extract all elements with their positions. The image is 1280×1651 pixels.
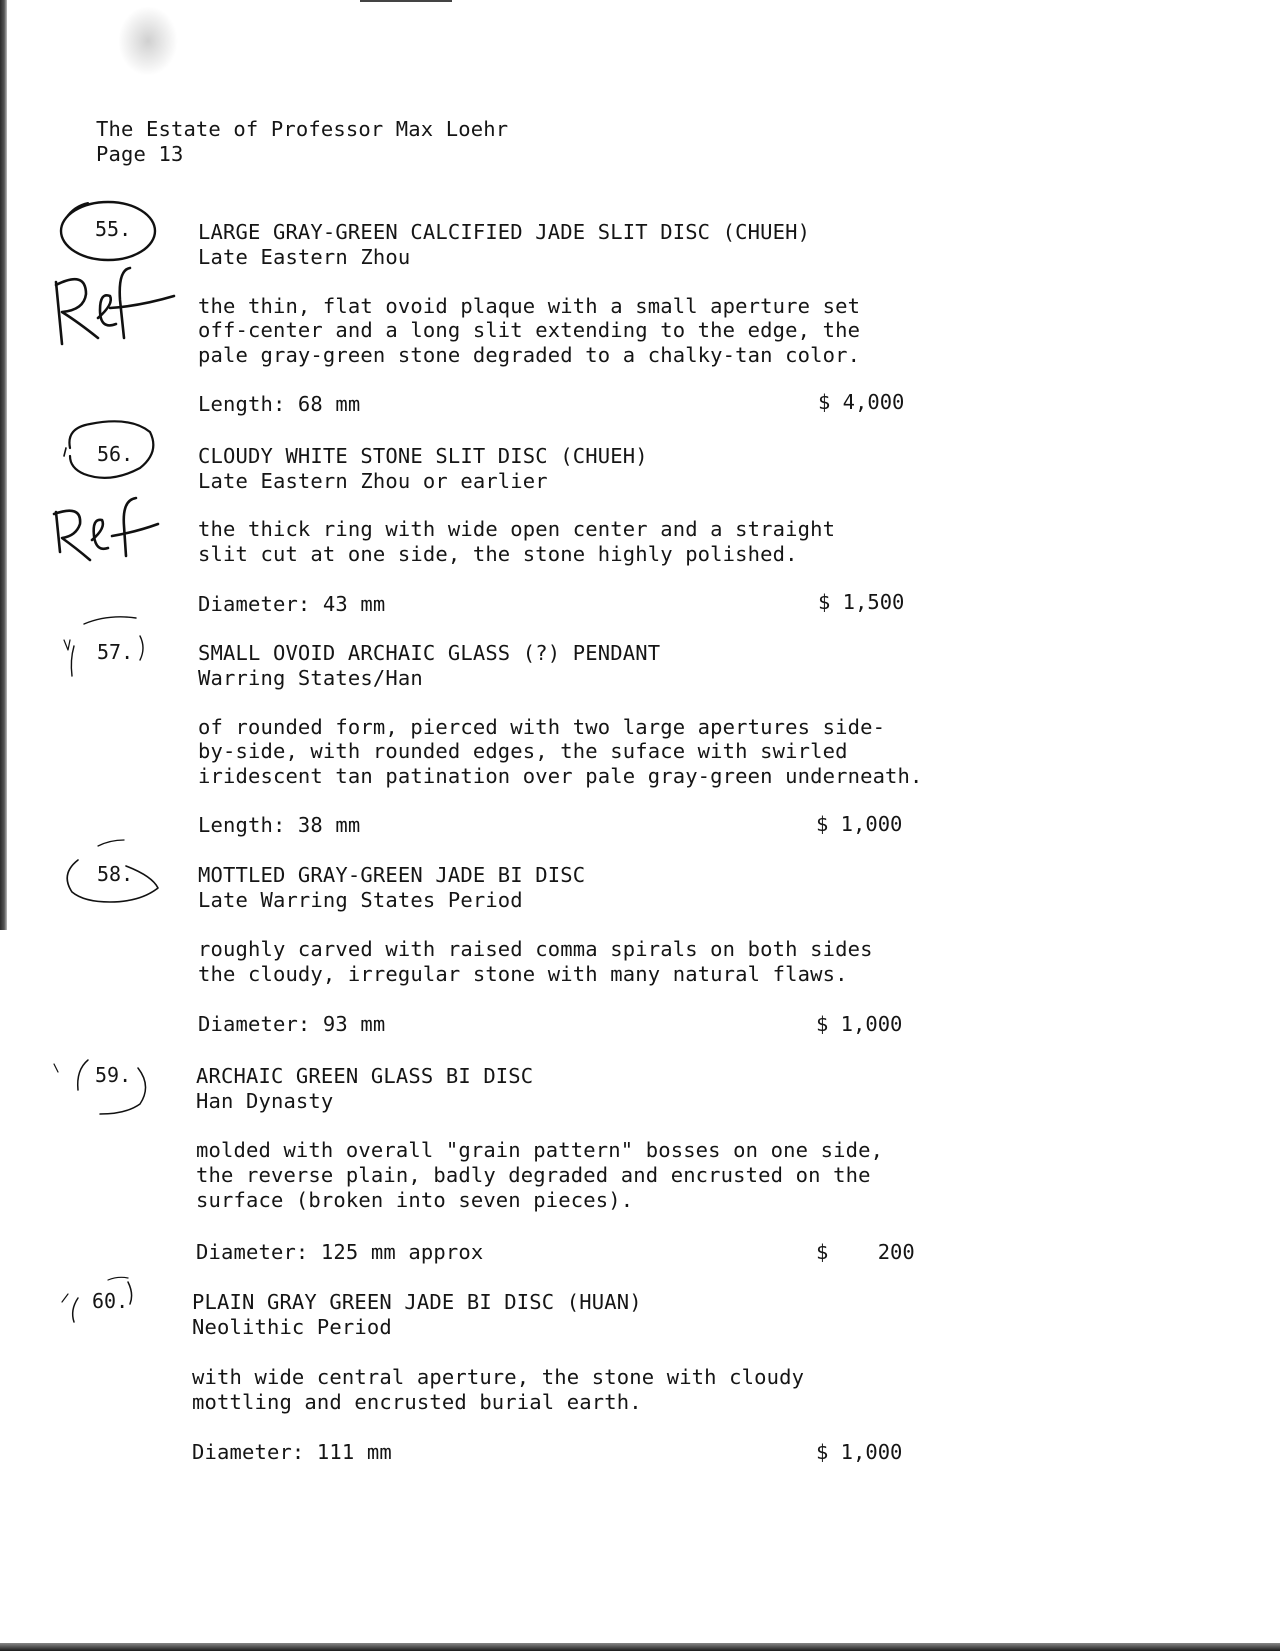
lot-number: 56. bbox=[97, 442, 134, 466]
item-period: Late Eastern Zhou bbox=[198, 245, 411, 269]
item-description-line: molded with overall "grain pattern" bosses on one side, bbox=[196, 1138, 884, 1162]
item-description-line: roughly carved with raised comma spirals on both sides bbox=[198, 937, 873, 961]
item-period: Warring States/Han bbox=[198, 666, 423, 690]
item-price: $ 1,000 bbox=[816, 1012, 903, 1036]
item-measurement: Diameter: 111 mm bbox=[192, 1440, 392, 1464]
ref-annotation-55 bbox=[56, 268, 174, 344]
item-period: Han Dynasty bbox=[196, 1089, 334, 1113]
item-description-line: by-side, with rounded edges, the suface with swirled bbox=[198, 739, 848, 763]
item-title: SMALL OVOID ARCHAIC GLASS (?) PENDANT bbox=[198, 641, 661, 665]
item-price: $ 1,000 bbox=[816, 1440, 903, 1464]
item-measurement: Length: 38 mm bbox=[198, 813, 361, 837]
item-price: $ 200 bbox=[816, 1240, 915, 1264]
item-description-line: slit cut at one side, the stone highly polished. bbox=[198, 542, 798, 566]
item-description-line: the cloudy, irregular stone with many natural flaws. bbox=[198, 962, 848, 986]
item-description-line: iridescent tan patination over pale gray-green underneath. bbox=[198, 764, 923, 788]
scan-smudge bbox=[118, 6, 178, 76]
item-description-line: the thick ring with wide open center and a straight bbox=[198, 517, 836, 541]
lot-number: 58. bbox=[97, 862, 134, 886]
item-title: LARGE GRAY-GREEN CALCIFIED JADE SLIT DISC (CHUEH) bbox=[198, 220, 811, 244]
item-description-line: pale gray-green stone degraded to a chalky-tan color. bbox=[198, 343, 861, 367]
item-title: ARCHAIC GREEN GLASS BI DISC bbox=[196, 1064, 534, 1088]
item-title: MOTTLED GRAY-GREEN JADE BI DISC bbox=[198, 863, 586, 887]
item-measurement: Length: 68 mm bbox=[198, 392, 361, 416]
ref-annotation-56 bbox=[54, 498, 158, 560]
lot-number: 55. bbox=[95, 217, 132, 241]
lot-circle-58 bbox=[98, 840, 124, 846]
scan-edge-left bbox=[0, 0, 7, 930]
item-measurement: Diameter: 43 mm bbox=[198, 592, 386, 616]
item-description-line: off-center and a long slit extending to the edge, the bbox=[198, 318, 861, 342]
item-description-line: of rounded form, pierced with two large apertures side- bbox=[198, 715, 886, 739]
lot-number: 59. bbox=[95, 1063, 132, 1087]
lot-number: 60. bbox=[92, 1289, 129, 1313]
lot-circle-57 bbox=[84, 617, 136, 624]
item-price: $ 1,500 bbox=[818, 590, 905, 614]
item-period: Late Eastern Zhou or earlier bbox=[198, 469, 548, 493]
item-price: $ 4,000 bbox=[818, 390, 905, 414]
item-description-line: the thin, flat ovoid plaque with a small aperture set bbox=[198, 294, 861, 318]
estate-title: The Estate of Professor Max Loehr bbox=[96, 117, 509, 141]
item-period: Late Warring States Period bbox=[198, 888, 523, 912]
item-description-line: surface (broken into seven pieces). bbox=[196, 1188, 634, 1212]
lot-number: 57. bbox=[97, 640, 134, 664]
item-measurement: Diameter: 93 mm bbox=[198, 1012, 386, 1036]
page-number: Page 13 bbox=[96, 142, 184, 166]
scan-edge-top bbox=[360, 0, 452, 2]
item-description-line: the reverse plain, badly degraded and encrusted on the bbox=[196, 1163, 871, 1187]
item-period: Neolithic Period bbox=[192, 1315, 392, 1339]
lot-circle-60 bbox=[73, 1298, 78, 1322]
item-title: PLAIN GRAY GREEN JADE BI DISC (HUAN) bbox=[192, 1290, 642, 1314]
lot-circle-55-tick bbox=[66, 203, 88, 218]
item-measurement: Diameter: 125 mm approx bbox=[196, 1240, 484, 1264]
item-description-line: with wide central aperture, the stone with cloudy bbox=[192, 1365, 805, 1389]
item-description-line: mottling and encrusted burial earth. bbox=[192, 1390, 642, 1414]
scan-edge-bottom bbox=[0, 1643, 1280, 1651]
item-price: $ 1,000 bbox=[816, 812, 903, 836]
lot-circle-59 bbox=[78, 1060, 88, 1090]
item-title: CLOUDY WHITE STONE SLIT DISC (CHUEH) bbox=[198, 444, 648, 468]
